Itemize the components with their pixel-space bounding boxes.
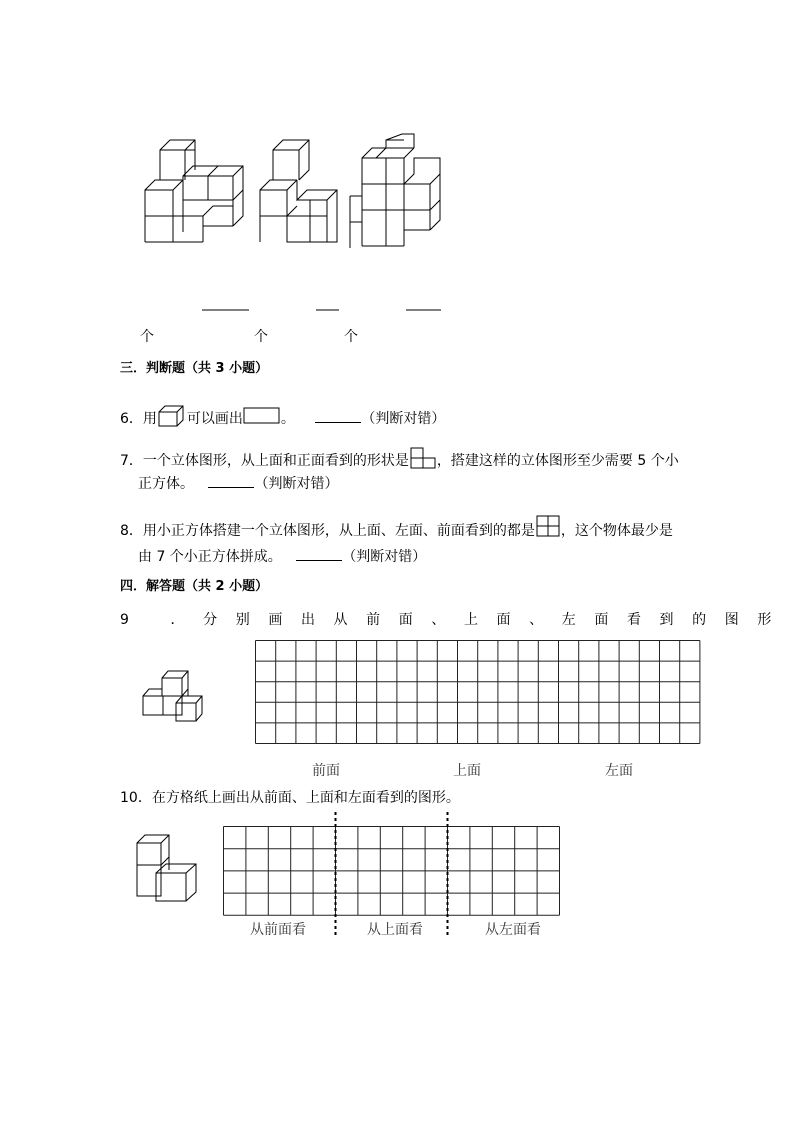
q8-text-b: ，这个物体最少是 [560,523,673,539]
question-7-line-2 [138,474,338,494]
q6-text-b: 可以画出 [186,411,243,427]
cube-icon [157,405,187,427]
q8-suffix: （判断对错） [342,549,427,565]
q9-drawing-grid[interactable] [255,640,703,745]
q10-caption-top: 从上面看 [367,922,423,938]
four-square-grid-icon [535,515,561,539]
q9-caption-top: 上面 [453,763,481,779]
two-square-l-shape-icon [409,447,437,469]
q6-suffix: （判断对错） [361,411,446,427]
question-8-line-1 [120,515,673,541]
answer-unit-2: 个 [254,329,268,345]
answer-unit-3: 个 [344,329,358,345]
q9-caption-left: 左面 [605,763,633,779]
q7-answer-blank[interactable] [208,487,254,488]
question-8-line-2 [138,547,426,567]
section-4-heading: 四．解答题（共 2 小题） [120,579,269,594]
question-10-text: 10．在方格纸上画出从前面、上面和左面看到的图形。 [120,790,460,806]
q7-text-a: 7．一个立体图形，从上面和正面看到的形状是 [120,453,409,469]
section-3-heading: 三．判断题（共 3 小题） [120,361,269,376]
q7-text-b: ，搭建这样的立体图形至少需要 5 个小 [436,453,679,469]
q9-caption-front: 前面 [312,763,340,779]
question-6 [120,405,445,429]
q6-text-c: 。 [280,411,295,427]
q7-suffix: （判断对错） [254,476,339,492]
q10-caption-front: 从前面看 [250,922,306,938]
answer-unit-1: 个 [140,329,154,345]
q8-text-c: 由 7 个小正方体拼成。 [138,549,282,565]
q8-text-a: 8．用小正方体搭建一个立体图形，从上面、左面、前面看到的都是 [120,523,535,539]
q7-text-c: 正方体。 [138,476,194,492]
q9-cube-figure [140,668,212,726]
q10-caption-left: 从左面看 [485,922,541,938]
q8-answer-blank[interactable] [296,560,342,561]
q10-cube-figure [132,828,206,910]
q10-drawing-grid[interactable] [223,826,561,916]
q6-text-a: 6．用 [120,411,157,427]
question-7-line-1 [120,447,679,471]
q6-answer-blank[interactable] [315,422,361,423]
question-9-text: 9 ．分别画出从前面、上面、左面看到的图形 [120,612,790,628]
rectangle-icon [243,407,281,425]
